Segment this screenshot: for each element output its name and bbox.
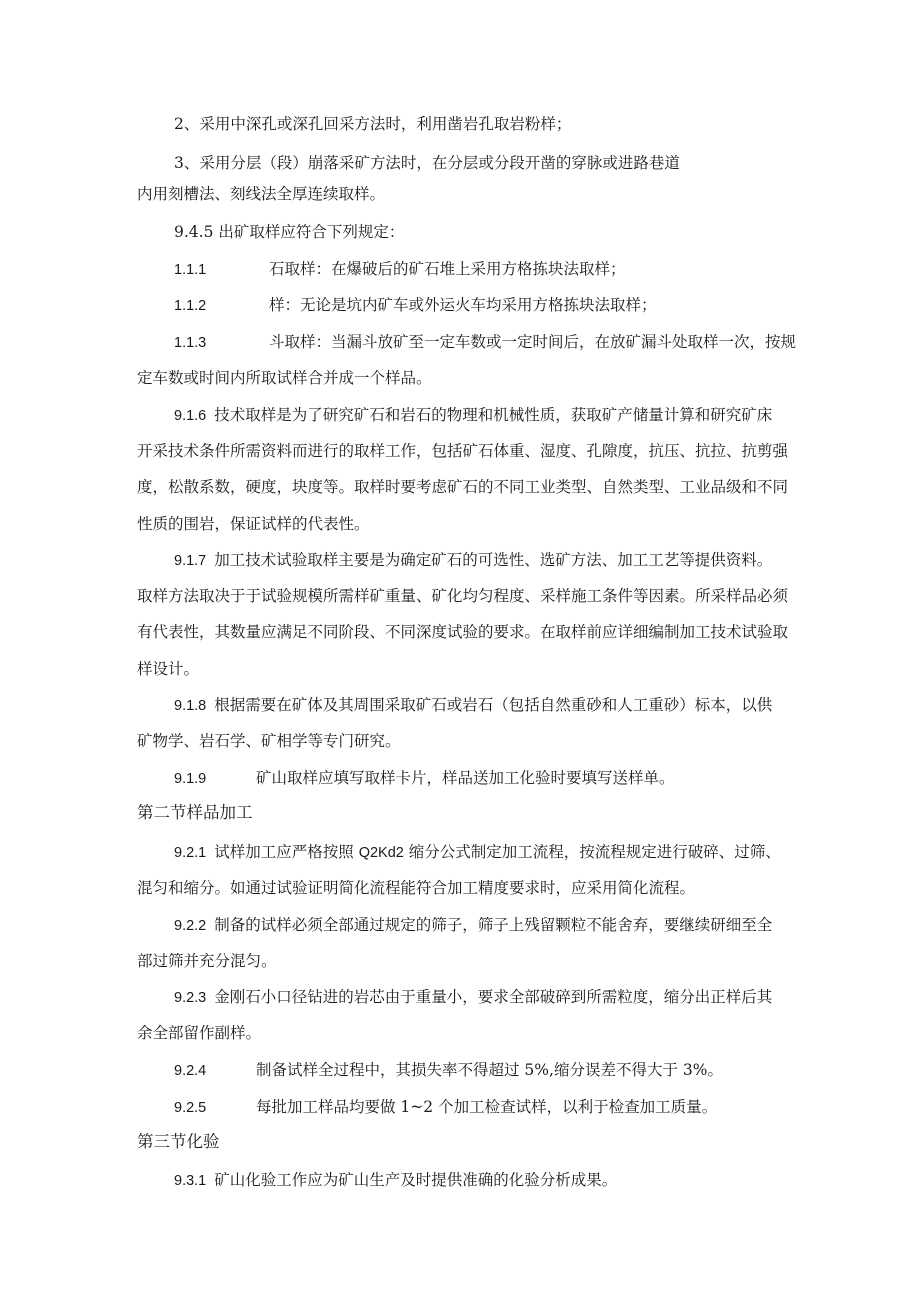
clause-1-1-3-cont [137,368,847,388]
clause-number: 9.2.4 [174,1063,207,1079]
clause-9-1-8 [174,695,847,716]
clause-text: 斗取样：当漏斗放矿至一定车数或一定时间后，在放矿漏斗处取样一次，按规 [269,333,797,351]
clause-text: 有代表性，其数量应满足不同阶段、不同深度试验的要求。在取样前应详细编制加工技术试验取 [137,623,789,641]
clause-9-1-9 [174,768,847,789]
clause-9-1-6 [174,405,847,426]
clause-9-2-2-line2 [137,951,847,971]
clause-text: 制备的试样必须全部通过规定的筛子，筛子上残留颗粒不能舍弃，要继续研细至全 [214,916,773,934]
clause-9-1-7-line4 [137,659,847,679]
clause-number: 9.1.7 [174,553,207,569]
clause-text: 根据需要在矿体及其周围采取矿石或岩石（包括自然重砂和人工重砂）标本，以供 [214,696,773,714]
clause-text: 样：无论是坑内矿车或外运火车均采用方格拣块法取样； [269,296,657,314]
clause-9-2-3-line2 [137,1023,847,1043]
clause-9-1-7-line3 [137,622,847,642]
clause-text: 开采技术条件所需资料而进行的取样工作，包括矿石体重、湿度、孔隙度，抗压、抗拉、抗剪强 [137,442,789,460]
clause-text: 试样加工应严格按照 [214,843,354,861]
clause-text-cont: 定车数或时间内所取试样合并成一个样品。 [137,369,432,387]
clause-text: 金刚石小口径钻进的岩芯由于重量小，要求全部破碎到所需粒度，缩分出正样后其 [214,988,773,1006]
paragraph-item-2 [174,114,847,134]
clause-9-2-1-line2 [137,878,847,898]
clause-number: 9.2.1 [174,845,207,861]
clause-9-3-1 [174,1170,847,1191]
clause-9-2-5 [174,1097,847,1118]
paragraph-item-3-cont [137,184,847,204]
clause-9-2-1 [174,842,847,863]
clause-9-2-3 [174,987,847,1008]
paragraph-item-3 [174,153,847,173]
clause-1-1-2 [174,295,847,316]
clause-9-1-7 [174,550,847,571]
clause-1-1-1 [174,259,847,280]
clause-1-1-3 [174,332,847,353]
clause-text: 矿物学、岩石学、矿相学等专门研究。 [137,732,401,750]
clause-text: 性质的围岩，保证试样的代表性。 [137,515,370,533]
clause-number: 9.2.5 [174,1100,207,1116]
clause-9-1-6-line3 [137,477,847,497]
formula-text: Q2Kd2 [358,845,404,861]
clause-number: 9.1.8 [174,698,207,714]
clause-text: 混匀和缩分。如通过试验证明简化流程能符合加工精度要求时，应采用简化流程。 [137,879,696,897]
clause-number: 9.1.6 [174,408,207,424]
clause-text: 技术取样是为了研究矿石和岩石的物理和机械性质，获取矿产储量计算和研究矿床 [214,406,773,424]
clause-text: 余全部留作副样。 [137,1024,262,1042]
clause-text: 取样方法取决于于试验规模所需样矿重量、矿化均匀程度、采样施工条件等因素。所采样品必须 [137,587,789,605]
clause-text: 每批加工样品均要做 1~2 个加工检查试样，以利于检查加工质量。 [256,1098,718,1116]
clause-9-1-6-line4 [137,514,847,534]
clause-number: 1.1.3 [174,335,207,351]
clause-number: 1.1.2 [174,298,207,314]
section-heading-3: 第三节化验 [137,1132,220,1151]
clause-9-1-6-line2 [137,441,847,461]
clause-9-1-7-line2 [137,586,847,606]
clause-text: 制备试样全过程中，其损失率不得超过 5%,缩分误差不得大于 3%。 [256,1061,723,1079]
clause-number: 1.1.1 [174,262,207,278]
clause-text: 部过筛并充分混匀。 [137,952,277,970]
clause-text: 度，松散系数，硬度，块度等。取样时要考虑矿石的不同工业类型、自然类型、工业品级和不同 [137,478,789,496]
clause-text: 矿山化验工作应为矿山生产及时提供准确的化验分析成果。 [214,1171,618,1189]
clause-9-2-4 [174,1060,847,1081]
clause-text: 石取样：在爆破后的矿石堆上采用方格拣块法取样； [269,260,626,278]
clause-number: 9.3.1 [174,1173,207,1189]
item-2-text: 2、采用中深孔或深孔回采方法时，利用凿岩孔取岩粉样； [174,115,572,133]
clause-text: 样设计。 [137,660,200,678]
clause-number: 9.2.2 [174,918,207,934]
item-3-text-line1: 3、采用分层（段）崩落采矿方法时，在分层或分段开凿的穿脉或进路巷道 [174,154,680,172]
section-heading-2: 第二节样品加工 [137,803,253,822]
section-9-4-5 [174,222,847,242]
clause-text: 矿山取样应填写取样卡片，样品送加工化验时要填写送样单。 [256,769,675,787]
clause-text: 加工技术试验取样主要是为确定矿石的可选性、选矿方法、加工工艺等提供资料。 [214,551,773,569]
clause-9-1-8-line2 [137,731,847,751]
clause-number: 9.1.9 [174,771,207,787]
clause-9-2-2 [174,915,847,936]
item-3-text-line2: 内用刻槽法、刻线法全厚连续取样。 [137,185,386,203]
section-9-4-5-text: 9.4.5 出矿取样应符合下列规定： [174,223,405,241]
clause-text: 缩分公式制定加工流程，按流程规定进行破碎、过筛、 [408,843,781,861]
clause-number: 9.2.3 [174,990,207,1006]
